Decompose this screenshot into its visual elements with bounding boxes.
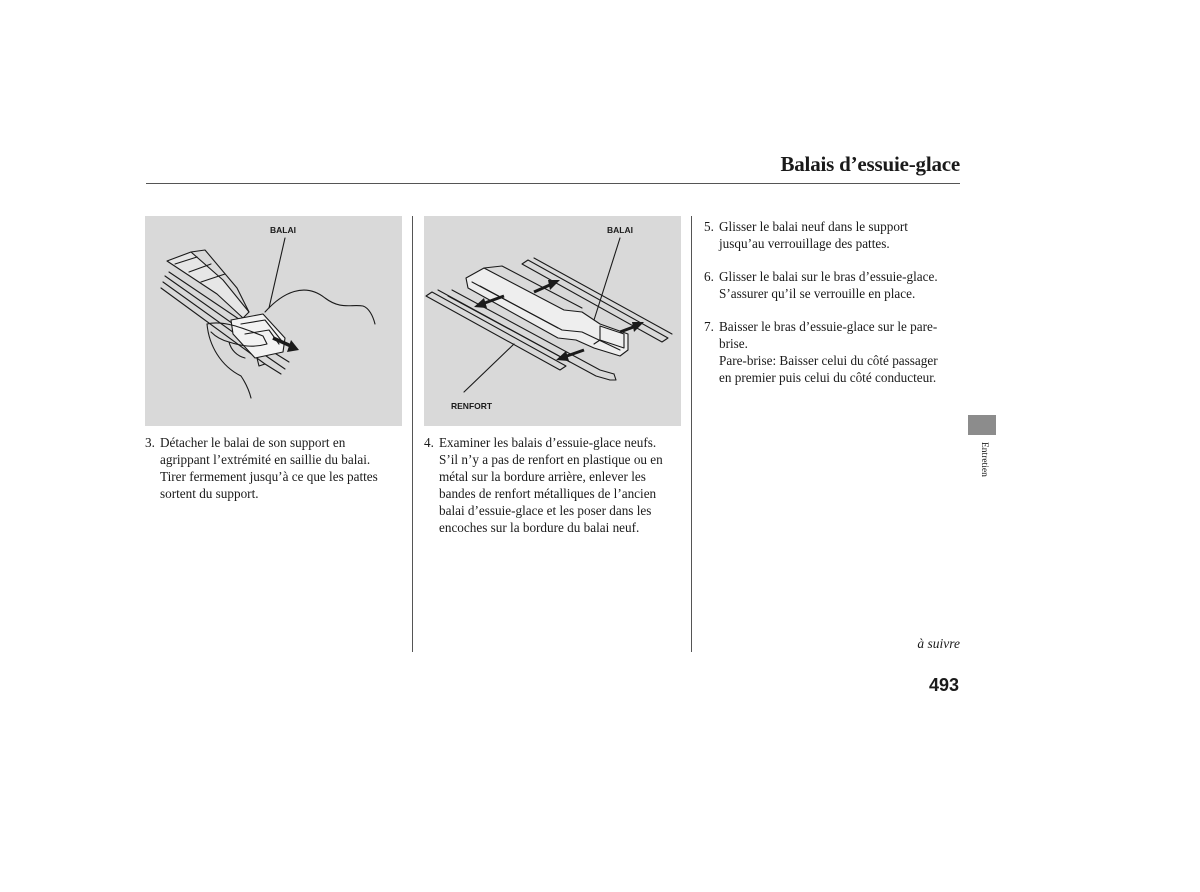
step-line: Pare-brise: Baisser celui du côté passager [719,353,938,368]
step-number: 7. [704,319,714,334]
step-line: Tirer fermement jusqu’à ce que les pattes [160,469,378,484]
figure-reinforcement [424,216,681,426]
figure-remove-blade [145,216,402,426]
step-6 [704,268,969,302]
page-title: Balais d’essuie-glace [780,152,960,176]
step-number: 5. [704,219,714,234]
step-line: brise. [719,336,748,351]
step-number: 6. [704,269,714,284]
step-line: en premier puis celui du côté conducteur. [719,370,937,385]
column-divider-1 [412,216,413,652]
step-number: 3. [145,435,155,450]
step-line: Examiner les balais d’essuie-glace neufs. [439,435,657,450]
step-line: S’il n’y a pas de renfort en plastique ou en [439,452,663,467]
step-line: jusqu’au verrouillage des pattes. [719,236,890,251]
figure1-label-balai: BALAI [270,225,296,235]
step-line: Baisser le bras d’essuie-glace sur le pare- [719,319,938,334]
illustration-remove-blade [145,216,402,426]
step-4 [424,434,689,536]
column-divider-2 [691,216,692,652]
figure2-label-renfort: RENFORT [451,401,493,411]
section-tab-label: Entretien [979,442,989,477]
step-5 [704,218,969,252]
step-line: Glisser le balai sur le bras d’essuie-glace. [719,269,938,284]
step-line: métal sur la bordure arrière, enlever les [439,469,646,484]
continued-note: à suivre [917,636,960,651]
step-line: agrippant l’extrémité en saillie du balai. [160,452,371,467]
step-line: Détacher le balai de son support en [160,435,346,450]
step-line: Glisser le balai neuf dans le support [719,219,908,234]
step-line: encoches sur la bordure du balai neuf. [439,520,640,535]
section-tab-marker [968,415,996,435]
illustration-reinforcement [424,216,681,426]
title-rule [146,183,960,184]
step-line: sortent du support. [160,486,259,501]
figure2-label-balai: BALAI [607,225,633,235]
page-number: 493 [928,675,959,695]
step-line: balai d’essuie-glace et les poser dans les [439,503,652,518]
step-3 [145,434,410,502]
step-line: S’assurer qu’il se verrouille en place. [719,286,916,301]
step-7 [704,318,969,386]
step-number: 4. [424,435,434,450]
step-line: bandes de renfort métalliques de l’ancien [439,486,657,501]
